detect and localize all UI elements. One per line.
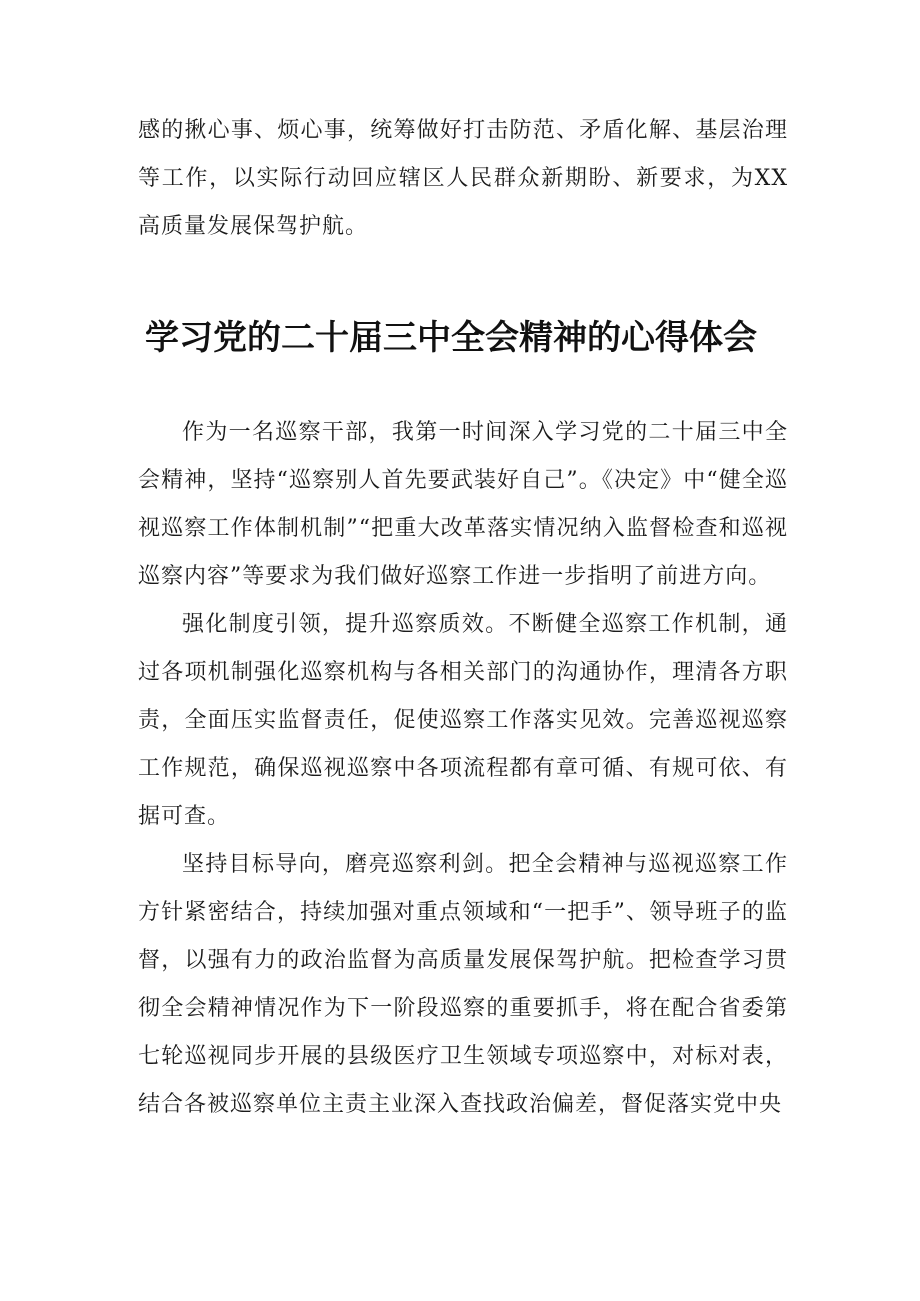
paragraph-1: 作为一名巡察干部，我第一时间深入学习党的二十届三中全会精神，坚持“巡察别人首先要武装好自己”。《决定》中“健全巡视巡察工作体制机制”“把重大改革落实情况纳入监督检查和巡视巡察内容”等要求为我们做好巡察工作进一步指明了前进方向。	[138, 420, 788, 589]
article-body	[138, 409, 788, 1129]
paragraph-2: 强化制度引领，提升巡察质效。不断健全巡察工作机制，通过各项机制强化巡察机构与各相关部门的沟通协作，理清各方职责，全面压实监督责任，促使巡察工作落实见效。完善巡视巡察工作规范，确保巡视巡察中各项流程都有章可循、有规可依、有据可查。	[138, 612, 788, 829]
paragraph-3: 坚持目标导向，磨亮巡察利剑。把全会精神与巡视巡察工作方针紧密结合，持续加强对重点领域和“一把手”、领导班子的监督，以强有力的政治监督为高质量发展保驾护航。把检查学习贯彻全会精神情况作为下一阶段巡察的重要抓手，将在配合省委第七轮巡视同步开展的县级医疗卫生领域专项巡察中，对标对表，结合各被巡察单位主责主业深入查找政治偏差，督促落实党中央	[138, 852, 788, 1117]
previous-section-text	[138, 107, 788, 251]
article-title: 学习党的二十届三中全会精神的心得体会	[145, 318, 757, 358]
intro-continuation-paragraph: 感的揪心事、烦心事，统筹做好打击防范、矛盾化解、基层治理等工作，以实际行动回应辖区人民群众新期盼、新要求，为XX高质量发展保驾护航。	[138, 118, 788, 239]
